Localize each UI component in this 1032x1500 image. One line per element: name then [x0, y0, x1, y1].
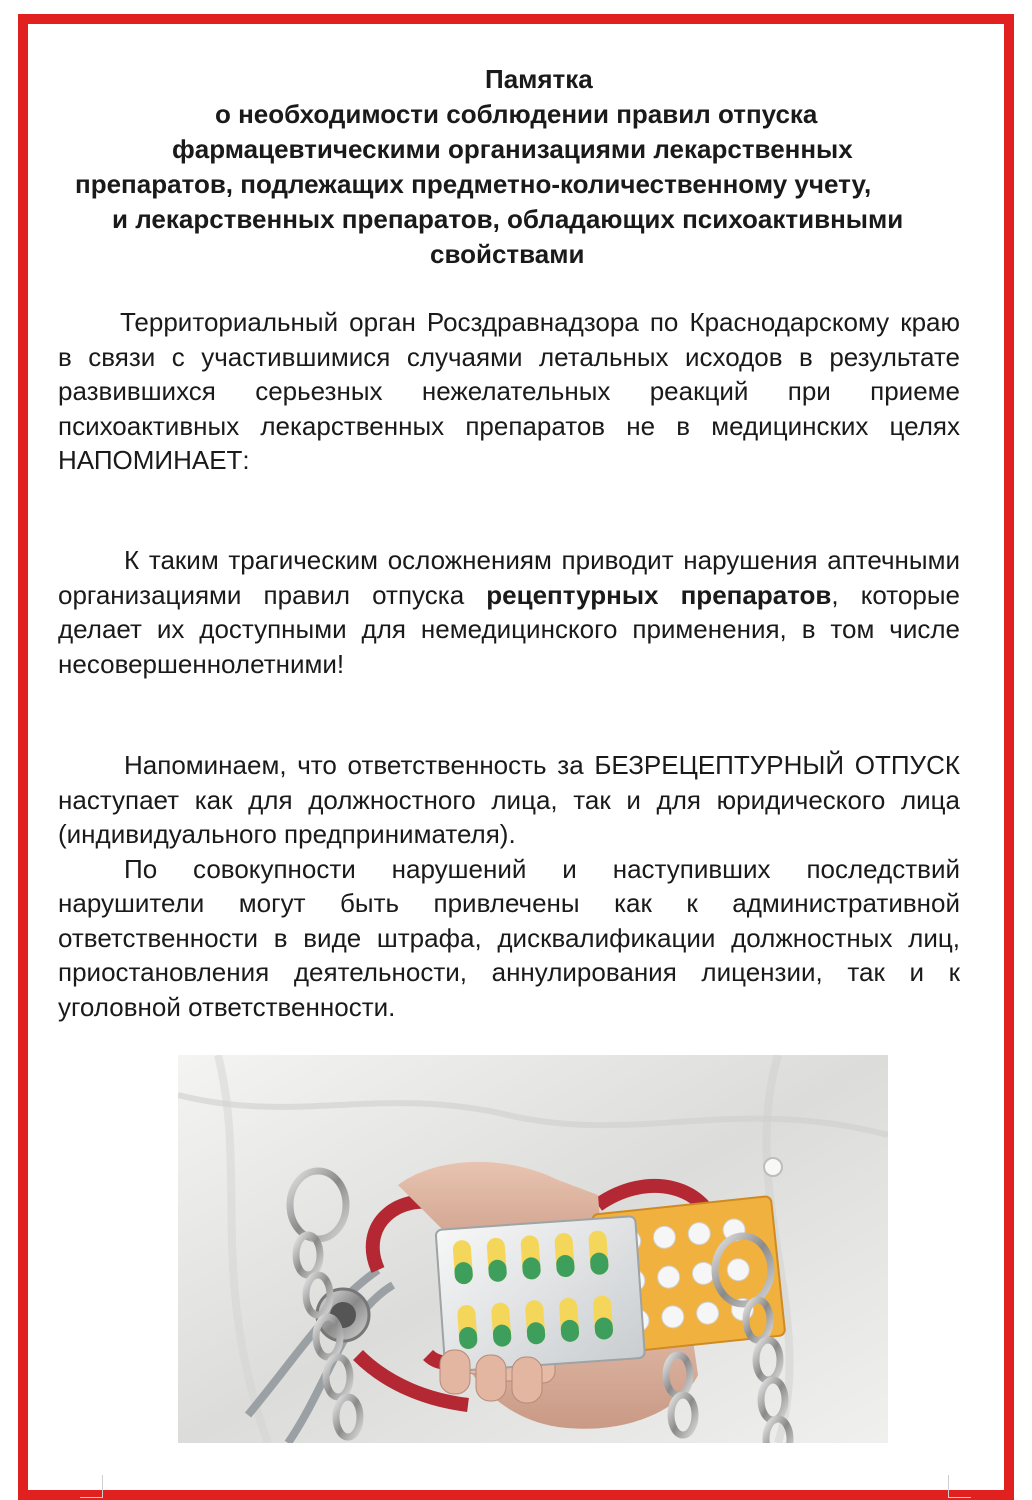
- handcuffed-hands-pills-photo: [178, 1055, 888, 1443]
- warning-paragraph: [58, 543, 960, 681]
- responsibility-paragraph: Напоминаем, что ответственность за БЕЗРЕЦЕПТУРНЫЙ ОТПУСК наступает как для должностного лица, так и для юридического лица (индивидуального предпринимателя).: [58, 750, 960, 849]
- responsibility-section: [58, 748, 960, 1024]
- intro-paragraph: [58, 305, 960, 478]
- penalties-paragraph: По совокупности нарушений и наступивших последствий нарушители могут быть привлечены как к административной ответственности в виде штрафа, дисквалификации должностных лиц, приостановления деятельности, аннулирования лицензии, так и к уголовной ответственности.: [58, 853, 960, 1022]
- title-line: Памятка: [485, 64, 593, 94]
- paragraph-text-start: К таким трагическим осложнениям приводит нарушения аптечными организациями правил отпуска: [58, 545, 960, 610]
- title-line: фармацевтическими организациями лекарственных: [172, 134, 853, 164]
- paragraph-text-end: , которые делает их доступными для немедицинского применения, в том числе несовершеннолетними!: [58, 579, 960, 679]
- page-corner-mark: [948, 1475, 971, 1498]
- emphasis-text: рецептурных препаратов: [486, 579, 832, 610]
- paragraph-text: [58, 543, 960, 681]
- paragraph-text: Территориальный орган Росздравнадзора по Краснодарскому краю в связи с участившимися случаями летальных исходов в результате развившихся серьезных нежелательных реакций при приеме психоактивных лекарственных препаратов не в медицинских целях НАПОМИНАЕТ:: [58, 307, 960, 475]
- page-corner-mark: [80, 1475, 103, 1498]
- photo-illustration: [178, 1055, 888, 1443]
- title-line: и лекарственных препаратов, обладающих психоактивными: [112, 204, 904, 234]
- title-line: препаратов, подлежащих предметно-количественному учету,: [75, 169, 872, 199]
- document-title: [60, 62, 980, 272]
- title-line: о необходимости соблюдении правил отпуска: [215, 99, 818, 129]
- title-line: свойствами: [430, 239, 585, 269]
